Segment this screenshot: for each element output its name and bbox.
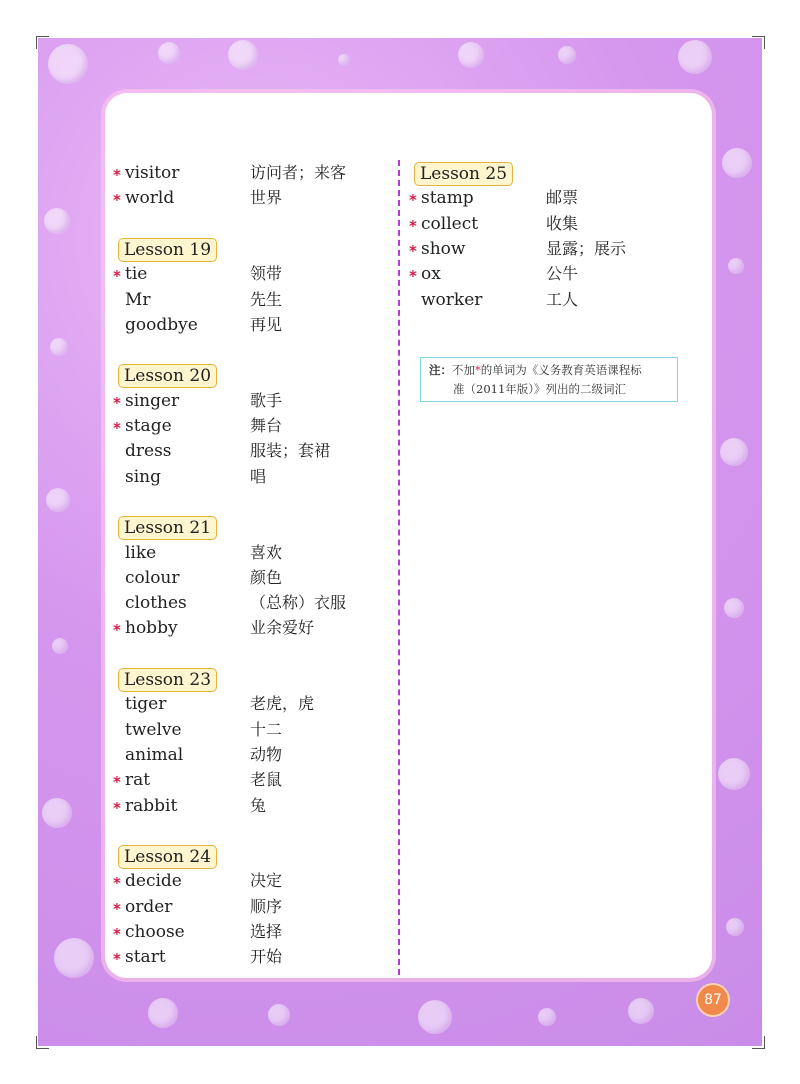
vocab-meaning: 颜色 (250, 567, 283, 587)
bubble-decoration (52, 638, 68, 654)
vocab-meaning: 显露；展示 (546, 238, 627, 258)
lesson-heading: Lesson 20 (118, 364, 217, 388)
bubble-decoration (338, 54, 350, 66)
vocab-word: stage (125, 416, 172, 436)
lesson-heading: Lesson 23 (118, 668, 217, 692)
vocab-meaning: 工人 (546, 289, 579, 309)
vocab-meaning: 十二 (250, 719, 283, 739)
star-icon: * (113, 798, 121, 817)
bubble-decoration (54, 938, 94, 978)
star-icon: * (409, 216, 417, 235)
bubble-decoration (418, 1000, 452, 1034)
bubble-decoration (722, 148, 752, 178)
vocab-word: show (421, 238, 466, 259)
star-icon: * (113, 191, 121, 210)
star-icon: * (409, 267, 417, 286)
bubble-decoration (42, 798, 72, 828)
page-number: 87 (698, 985, 728, 1015)
lesson-heading: Lesson 24 (118, 845, 217, 869)
vocab-word: rabbit (125, 795, 178, 816)
vocab-meaning: 服装；套裙 (250, 441, 331, 461)
vocab-meaning: 业余爱好 (250, 618, 315, 638)
bubble-decoration (148, 998, 178, 1028)
vocab-word: Mr (125, 289, 151, 310)
vocab-word: twelve (125, 719, 182, 740)
vocab-meaning: 决定 (250, 871, 283, 891)
vocab-word: stamp (421, 188, 474, 209)
bubble-decoration (726, 918, 744, 936)
vocab-meaning: （总称）衣服 (250, 593, 347, 613)
star-icon: * (113, 621, 121, 640)
vocab-word: visitor (125, 163, 180, 183)
star-icon: * (113, 950, 121, 969)
star-icon: * (113, 393, 121, 412)
bubble-decoration (46, 488, 70, 512)
bubble-decoration (50, 338, 68, 356)
vocab-word: dress (125, 441, 172, 462)
vocab-word: collect (421, 213, 479, 234)
vocab-meaning: 兔 (250, 795, 267, 815)
vocab-meaning: 老虎，虎 (250, 694, 315, 714)
vocab-meaning: 喜欢 (250, 542, 283, 562)
bubble-decoration (48, 44, 88, 84)
note-line-1 (429, 361, 677, 380)
vocab-meaning: 动物 (250, 744, 283, 764)
lesson-heading: Lesson 21 (118, 516, 217, 540)
star-icon: * (113, 267, 121, 286)
star-icon: * (113, 419, 121, 437)
vocab-meaning: 唱 (250, 466, 267, 486)
vocab-word: decide (125, 871, 182, 892)
lesson-heading: Lesson 25 (414, 162, 513, 186)
vocab-meaning: 世界 (250, 188, 283, 208)
note-text: 不加 (452, 363, 475, 377)
star-icon: * (409, 241, 417, 260)
star-icon: * (113, 899, 121, 918)
vocab-meaning: 领带 (250, 264, 283, 284)
bubble-decoration (728, 258, 744, 274)
column-divider (398, 160, 400, 975)
bubble-decoration (44, 208, 70, 234)
vocab-word: colour (125, 567, 180, 588)
vocab-meaning: 歌手 (250, 390, 283, 410)
vocab-word: goodbye (125, 314, 198, 335)
bubble-decoration (628, 998, 654, 1024)
note-text: 的单词为《义务教育英语课程标 (480, 363, 642, 377)
vocab-meaning: 老鼠 (250, 770, 283, 790)
vocab-word: singer (125, 390, 180, 411)
vocab-meaning: 先生 (250, 289, 283, 309)
bubble-decoration (724, 598, 744, 618)
vocab-word: sing (125, 466, 161, 487)
bubble-decoration (228, 40, 258, 70)
vocab-word: worker (421, 289, 483, 310)
vocab-word: world (125, 188, 175, 209)
note-line-2: 准（2011年版）》列出的二级词汇 (453, 382, 627, 396)
bubble-decoration (538, 1008, 556, 1026)
vocab-meaning: 收集 (546, 213, 579, 233)
vocab-word: order (125, 896, 173, 917)
vocab-word: tie (125, 264, 148, 285)
vocab-meaning: 邮票 (546, 188, 579, 208)
vocab-meaning: 舞台 (250, 416, 283, 435)
star-icon: * (409, 191, 417, 210)
vocab-meaning: 再见 (250, 314, 283, 334)
vocab-meaning: 顺序 (250, 896, 283, 916)
star-icon: * (475, 363, 481, 377)
bubble-decoration (558, 46, 576, 64)
star-icon: * (113, 925, 121, 943)
bubble-decoration (718, 758, 750, 790)
vocab-word: clothes (125, 593, 187, 614)
note-box (420, 357, 678, 402)
bubble-decoration (158, 42, 180, 64)
vocab-meaning: 访问者；来客 (250, 163, 347, 182)
vocab-word: animal (125, 744, 184, 765)
bubble-decoration (458, 42, 484, 68)
bubble-decoration (268, 1004, 290, 1026)
star-icon: * (113, 166, 121, 184)
star-icon: * (113, 874, 121, 893)
bubble-decoration (678, 40, 712, 74)
lesson-heading: Lesson 19 (118, 238, 217, 262)
vocab-meaning: 开始 (250, 947, 283, 967)
vocab-meaning: 选择 (250, 922, 283, 941)
vocab-word: rat (125, 770, 151, 791)
vocab-word: tiger (125, 694, 167, 715)
star-icon: * (113, 773, 121, 792)
vocab-word: start (125, 947, 166, 968)
bubble-decoration (720, 438, 748, 466)
vocab-word: choose (125, 922, 185, 942)
vocab-word: like (125, 542, 157, 563)
note-prefix: 注： (429, 363, 452, 377)
vocab-meaning: 公牛 (546, 264, 579, 284)
vocab-word: hobby (125, 618, 178, 639)
vocab-word: ox (421, 264, 441, 285)
